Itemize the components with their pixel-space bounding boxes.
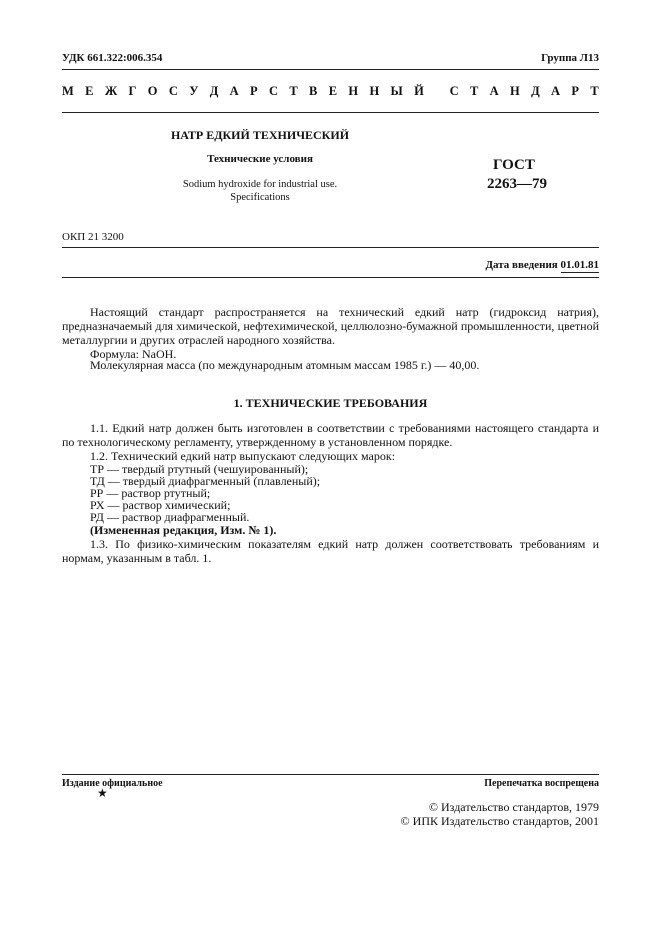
- clause-1-2: 1.2. Технический едкий натр выпускают следующих марок:: [90, 449, 396, 463]
- heading-letter: О: [147, 84, 158, 98]
- official-edition-label: Издание официальное: [62, 778, 163, 789]
- interstate-standard-heading: [62, 84, 599, 99]
- heading-letter: Е: [328, 84, 338, 98]
- heading-letter: С: [269, 84, 279, 98]
- gost-number: 2263—79: [487, 176, 547, 192]
- heading-letter: Ы: [390, 84, 403, 98]
- header-rule-top: [62, 69, 599, 70]
- intro-date: [485, 259, 599, 271]
- heading-letter: Т: [289, 84, 298, 98]
- grade-item: ТД — твердый диафрагменный (плавленый);: [90, 474, 321, 488]
- heading-gap: [435, 84, 438, 99]
- scope-paragraph: Настоящий стандарт распространяется на технический едкий натр (гидроксид натрия), предназначаемый для химической, нефтехимической, целлюлозно-бумажной промышленности, цветной металлургии и других отраслей народного хозяйства.: [62, 305, 599, 347]
- grade-item: ТР — твердый ртутный (чешуированный);: [90, 462, 309, 476]
- date-rule: [62, 277, 599, 278]
- heading-letter: С: [168, 84, 178, 98]
- heading-letter: Й: [414, 84, 424, 98]
- heading-letter: Н: [369, 84, 380, 98]
- heading-letter: А: [229, 84, 239, 98]
- heading-letter: Е: [85, 84, 94, 98]
- heading-letter: А: [551, 84, 561, 98]
- heading-letter: Т: [590, 84, 599, 98]
- clause-1-1: 1.1. Едкий натр должен быть изготовлен в соответствии с требованиями настоящего стандарта и по технологическому регламенту, утвержденному в установленном порядке.: [62, 421, 599, 449]
- okp-code: ОКП 21 3200: [62, 231, 124, 243]
- standard-title: НАТР ЕДКИЙ ТЕХНИЧЕСКИЙ: [170, 128, 350, 142]
- heading-letter: Т: [469, 84, 479, 98]
- heading-letter: Д: [209, 84, 219, 98]
- intro-date-label: Дата введения: [485, 259, 558, 271]
- grade-item: РД — раствор диафрагменный.: [90, 510, 250, 524]
- heading-letter: В: [309, 84, 318, 98]
- molecular-mass-line: Молекулярная масса (по международным атомным массам 1985 г.) — 40,00.: [90, 358, 480, 372]
- heading-letter: Н: [510, 84, 520, 98]
- grade-item: РР — раствор ртутный;: [90, 486, 211, 500]
- heading-letter: Р: [250, 84, 258, 98]
- intro-date-value: 01.01.81: [560, 259, 599, 271]
- heading-letter: А: [489, 84, 499, 98]
- okp-rule: [62, 247, 599, 248]
- amendment-note: (Измененная редакция, Изм. № 1).: [90, 523, 277, 537]
- footer-rule: [62, 774, 599, 775]
- standard-subtitle: Технические условия: [207, 153, 313, 165]
- reprint-prohibited-label: Перепечатка воспрещена: [484, 778, 599, 789]
- copyright-2001: © ИПК Издательство стандартов, 2001: [400, 814, 599, 828]
- udk-code: УДК 661.322:006.354: [62, 52, 163, 64]
- section-title: 1. ТЕХНИЧЕСКИЕ ТРЕБОВАНИЯ: [233, 396, 428, 410]
- heading-letter: У: [189, 84, 199, 98]
- grade-item: РХ — раствор химический;: [90, 498, 231, 512]
- heading-letter: С: [449, 84, 459, 98]
- heading-letter: Ж: [104, 84, 118, 98]
- heading-letter: М: [62, 84, 74, 98]
- heading-letter: Г: [128, 84, 137, 98]
- star-icon: ★: [97, 786, 108, 800]
- english-title-line1: Sodium hydroxide for industrial use.: [182, 179, 338, 190]
- formula-line: Формула: NaOH.: [90, 347, 177, 361]
- english-title-line2: Specifications: [230, 192, 290, 203]
- gost-label: ГОСТ: [493, 157, 535, 173]
- group-code: Группа Л13: [541, 52, 599, 64]
- heading-letter: Н: [348, 84, 359, 98]
- header-rule-bottom: [62, 112, 599, 113]
- heading-letter: Д: [531, 84, 540, 98]
- copyright-1979: © Издательство стандартов, 1979: [428, 800, 599, 814]
- clause-1-3: 1.3. По физико-химическим показателям едкий натр должен соответствовать требованиям и нормам, указанным в табл. 1.: [62, 537, 599, 565]
- heading-letter: Р: [571, 84, 580, 98]
